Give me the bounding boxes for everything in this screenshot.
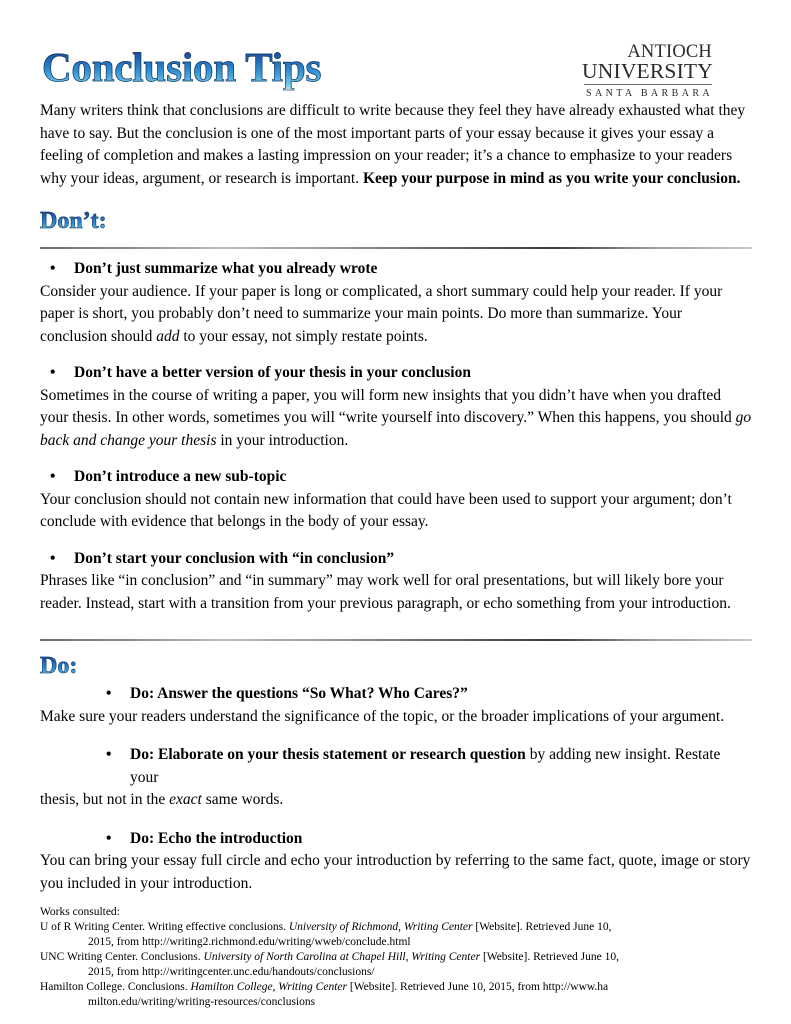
- bullet-body-italic: add: [156, 327, 180, 345]
- bullet-heading: [40, 744, 752, 789]
- logo-line-university: UNIVERSITY: [582, 59, 713, 83]
- bullet-body-tail: same words.: [201, 791, 284, 808]
- bullet-body-text: Your conclusion should not contain new information that could have been used to support your argument; don’t conclude with evidence that belongs in the body of your essay.: [40, 490, 732, 530]
- bullet-body-text: You can bring your essay full circle and echo your introduction by referring to the same fact, quote, image or story you included in your introduction.: [40, 852, 751, 892]
- bullet-body-text: Sometimes in the course of writing a paper, you will form new insights that you didn’t have when you drafted your thesis. In other words, sometimes you will “write yourself into discovery.” When this happens, you should: [40, 386, 736, 426]
- bullet-body-text: Phrases like “in conclusion” and “in summary” may work well for oral presentations, but will likely bore your reader. Instead, start with a transition from your previous paragraph, or echo something from your introduction.: [40, 572, 731, 612]
- bullet-body-italic: go back and change your thesis: [40, 409, 752, 449]
- section-dont: [40, 208, 752, 615]
- bullet-body: [40, 570, 752, 615]
- bullet-dot-icon: •: [50, 468, 56, 485]
- citation-source-italic: University of Richmond, Writing Center: [288, 921, 473, 933]
- citation-tail: [Website]. Retrieved June 10, 2015, from http://www.ha: [346, 981, 609, 993]
- bullet-heading-text: Do: Elaborate on your thesis statement or research question: [130, 746, 526, 763]
- works-consulted: [40, 905, 752, 1010]
- section-heading-do: Do:: [40, 653, 78, 679]
- works-consulted-label: Works consulted:: [40, 906, 120, 918]
- bullet-body: [40, 281, 752, 349]
- document-header: [40, 0, 752, 100]
- bullet-body: [40, 489, 752, 534]
- citation-tail: [Website]. Retrieved June 10,: [480, 951, 620, 963]
- list-item: [40, 466, 752, 534]
- citation-source-italic: University of North Carolina at Chapel Hill, Writing Center: [203, 951, 481, 963]
- bullet-heading-continuation: by adding new insight. Restate your: [130, 746, 721, 786]
- citation-url-line: 2015, from http://writing2.richmond.edu/writing/wweb/conclude.html: [88, 936, 411, 948]
- section-heading-dont: Don’t:: [40, 208, 107, 234]
- list-item: [40, 258, 752, 348]
- intro-paragraph: [40, 100, 752, 190]
- bullet-heading-text: Do: Echo the introduction: [130, 829, 303, 847]
- citation-text: U of R Writing Center. Writing effective conclusions.: [40, 921, 289, 933]
- citation-url-line: milton.edu/writing/writing-resources/conclusions: [88, 996, 316, 1008]
- bullet-dot-icon: •: [106, 746, 112, 763]
- bullet-body-text: Consider your audience. If your paper is long or complicated, a short summary could help your reader. If your paper is short, you probably don’t need to summarize your main points. Do more than summarize. Your conclusion should: [40, 282, 723, 345]
- bullet-dot-icon: •: [106, 829, 112, 847]
- logo-line-antioch: ANTIOCH: [627, 42, 712, 62]
- bullet-heading: [40, 258, 752, 281]
- bullet-body: [40, 789, 752, 812]
- bullet-body-text: thesis, but not in the: [40, 791, 170, 808]
- citation-text: UNC Writing Center. Conclusions.: [40, 951, 204, 963]
- logo-line-campus: SANTA BARBARA: [585, 88, 714, 99]
- bullet-heading-text: Do: Answer the questions “So What? Who Cares?”: [130, 685, 468, 702]
- list-item: [40, 744, 752, 812]
- bullet-dot-icon: •: [106, 685, 112, 702]
- bullet-heading-text: Don’t just summarize what you already wrote: [74, 260, 378, 277]
- bullet-heading: [40, 466, 752, 489]
- bullet-dot-icon: •: [50, 364, 56, 381]
- citation-tail: [Website]. Retrieved June 10,: [472, 921, 612, 933]
- bullet-heading-text: Don’t start your conclusion with “in conclusion”: [74, 549, 395, 567]
- bullet-dot-icon: •: [50, 549, 56, 567]
- citation-entry: [40, 950, 752, 965]
- intro-emphasis: Keep your purpose in mind as you write your conclusion.: [362, 169, 741, 187]
- logo-divider: [584, 84, 712, 85]
- bullet-body: [40, 850, 752, 895]
- page-title: Conclusion Tips: [42, 44, 322, 90]
- list-item: [40, 828, 752, 896]
- bullet-heading: [40, 548, 752, 571]
- citation-url-line: 2015, from http://writingcenter.unc.edu/handouts/conclusions/: [88, 966, 375, 978]
- citation-source-italic: Hamilton College, Writing Center: [190, 981, 347, 993]
- bullet-heading-text: Don’t introduce a new sub-topic: [74, 468, 287, 485]
- list-item: [40, 362, 752, 452]
- citation-entry: [40, 980, 752, 995]
- citation-text: Hamilton College. Conclusions.: [40, 981, 191, 993]
- citation-entry: [40, 920, 752, 935]
- list-item: [40, 683, 752, 728]
- bullet-body-text: Make sure your readers understand the significance of the topic, or the broader implications of your argument.: [40, 707, 725, 725]
- list-item: [40, 548, 752, 616]
- bullet-heading-text: Don’t have a better version of your thesis in your conclusion: [74, 364, 471, 381]
- bullet-body-italic: exact: [169, 791, 202, 808]
- bullet-body-tail: in your introduction.: [216, 431, 349, 449]
- bullet-body: [40, 385, 752, 453]
- document-content: [40, 0, 752, 1010]
- bullet-heading: [40, 683, 752, 706]
- bullet-dot-icon: •: [50, 260, 56, 277]
- section-do: [40, 639, 752, 895]
- bullet-body: [40, 706, 752, 729]
- bullet-heading: [40, 828, 752, 851]
- bullet-heading: [40, 362, 752, 385]
- intro-text: Many writers think that conclusions are difficult to write because they feel they have already exhausted what they have to say. But the conclusion is one of the most important parts of your essay because it gives your essay a feeling of completion and makes a lasting impression on your reader; it’s a chance to emphasize to your readers why your ideas, argument, or research is important.: [40, 102, 746, 187]
- antioch-university-logo: [582, 44, 714, 100]
- bullet-body-tail: to your essay, not simply restate points.: [179, 327, 428, 345]
